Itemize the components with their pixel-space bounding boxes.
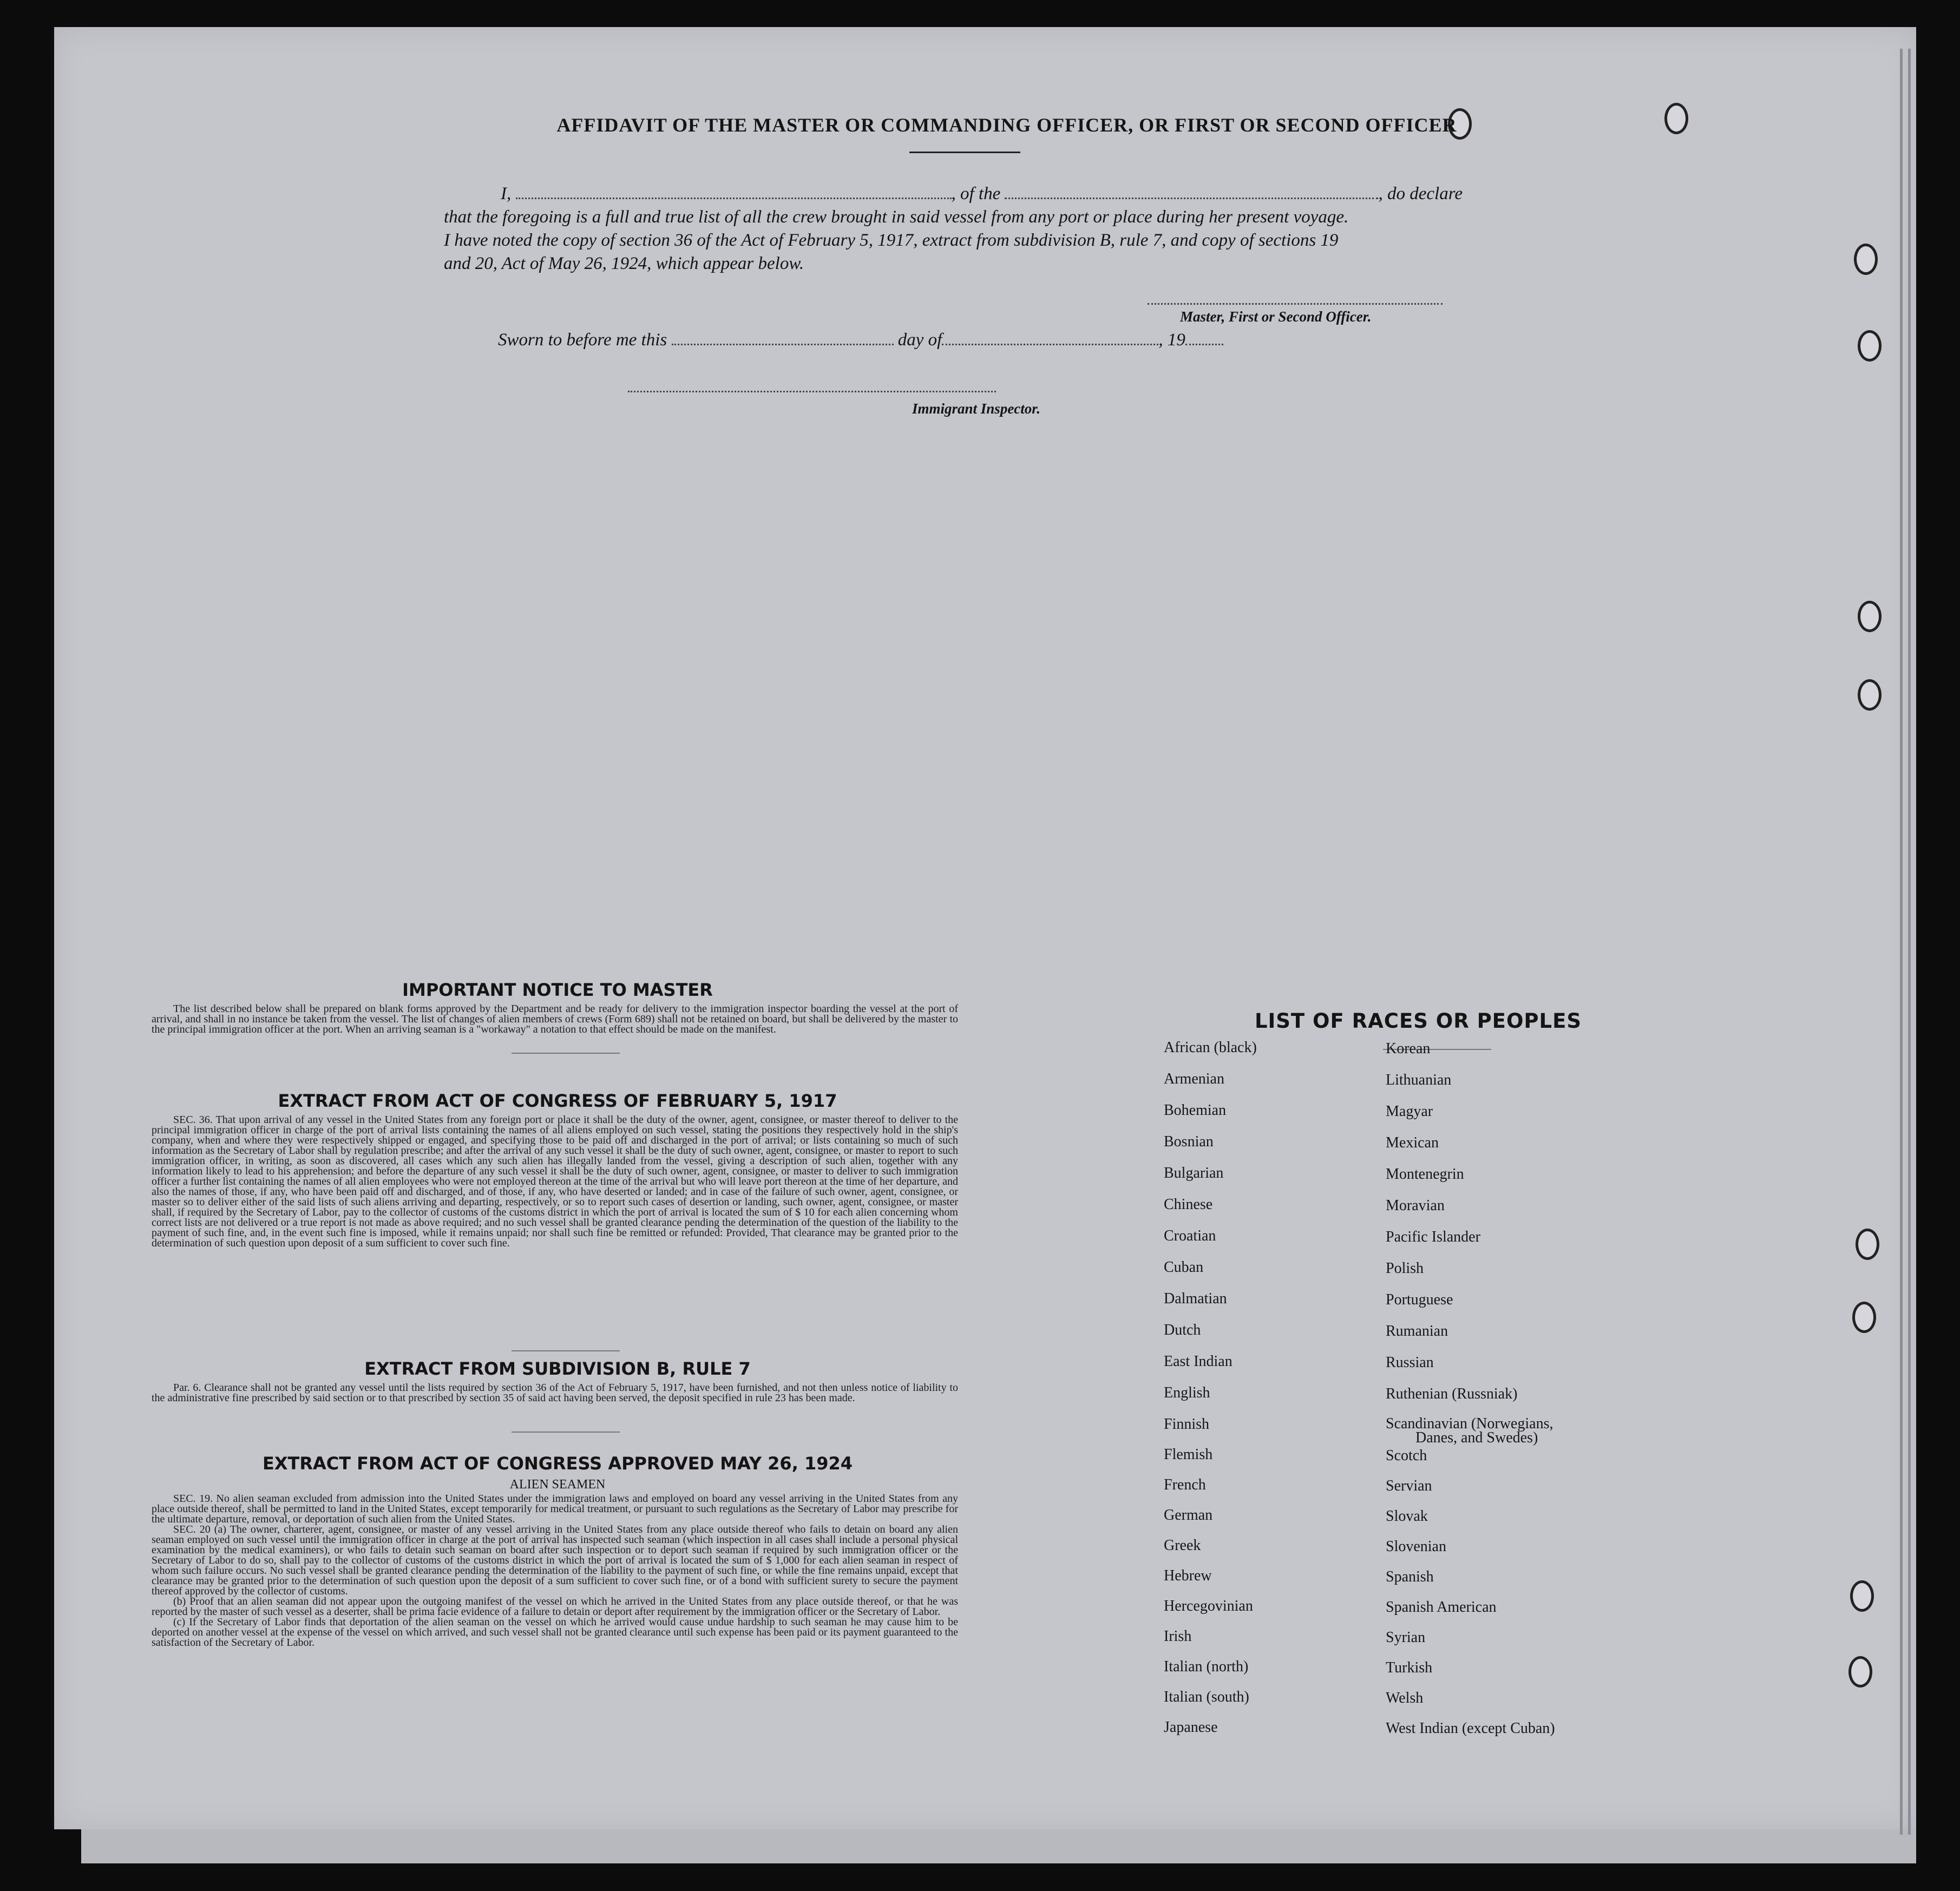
punch-hole <box>1664 103 1688 134</box>
text-of-the: , of the <box>951 184 1001 203</box>
race-item: Croatian <box>1164 1227 1216 1244</box>
punch-hole <box>1858 679 1882 711</box>
text-day-of: day of <box>897 330 942 350</box>
race-item: Korean <box>1386 1040 1431 1057</box>
month-blank <box>942 331 1158 345</box>
race-item: Montenegrin <box>1386 1166 1464 1183</box>
notice-text <box>152 1004 958 1035</box>
race-item: Moravian <box>1386 1197 1445 1214</box>
races-title: LIST OF RACES OR PEOPLES <box>1254 1009 1582 1033</box>
race-item: Syrian <box>1386 1629 1426 1646</box>
race-item: Scotch <box>1386 1447 1427 1464</box>
race-item-scandinavian <box>1386 1417 1613 1445</box>
signature-label: Master, First or Second Officer. <box>1180 308 1372 325</box>
race-item: East Indian <box>1164 1353 1233 1370</box>
punch-hole <box>1858 330 1882 362</box>
race-item: English <box>1164 1384 1210 1401</box>
race-item: Dutch <box>1164 1322 1201 1338</box>
inspector-blank <box>628 391 996 392</box>
race-item: Armenian <box>1164 1071 1224 1087</box>
page-edge-line <box>1908 49 1911 1835</box>
sec-19-paragraph: SEC. 19. No alien seaman excluded from admission into the United States under the immigration laws and employed on board any vessel arriving in the United States from any place outside thereof, shall be permitted to land in the United States, except temporarily for medical treatment, or pursuant to such regulations as the Secretary of Labor may prescribe for the ultimate departure, removal, or deportation of such alien from the United States. <box>152 1493 958 1525</box>
race-item: West Indian (except Cuban) <box>1386 1720 1555 1737</box>
text-sworn: Sworn to before me this <box>498 330 667 350</box>
race-item: French <box>1164 1476 1206 1493</box>
race-item: Servian <box>1386 1478 1432 1494</box>
rule-7-paragraph: Par. 6. Clearance shall not be granted any vessel until the lists required by section 36 of the Act of February 5, 1917, have been furnished, and not then unless notice of liability to the administrative fine prescribed by said section or to that prescribed by section 35 of said act having been served, the deposit specified in rule 23 has been made. <box>152 1382 958 1404</box>
race-item: Welsh <box>1386 1690 1424 1706</box>
race-item: Rumanian <box>1386 1323 1448 1340</box>
race-item: Lithuanian <box>1386 1072 1452 1088</box>
race-item: Hebrew <box>1164 1567 1212 1584</box>
affidavit-line-3: I have noted the copy of section 36 of the Act of February 5, 1917, extract from subdivision B, rule 7, and copy of sections 19 <box>444 231 1339 250</box>
punch-hole <box>1854 244 1878 275</box>
race-item: Magyar <box>1386 1103 1433 1120</box>
race-item: Bohemian <box>1164 1102 1227 1119</box>
alien-seamen-subheading: ALIEN SEAMEN <box>509 1478 606 1492</box>
sec-36-paragraph: SEC. 36. That upon arrival of any vessel in the United States from any foreign port or place it shall be the duty of the owner, agent, consignee, or master thereof to deliver to the principal immigration officer in charge of the port of arrival lists containing the names of all aliens employed on such vessel, stating the positions they respectively hold in the ship's company, when and where they were respectively shipped or engaged, and specifying those to be paid off and discharged in the port of arrival; or lists containing so much of such information as the Secretary of Labor shall by regulation prescribe; and after the arrival of any such vessel it shall be the duty of such owner, agent, consignee, or master to report to such immigration officer, in writing, as soon as discovered, all cases which any such alien has illegally landed from the vessel, giving a description of such alien, together with any information likely to lead to his apprehension; and before the departure of any such vessel it shall be the duty of such owner, agent, consignee, or master to deliver to such immigration officer a further list containing the names of all alien employees who were not employed thereon at the time of the arrival but who will leave port thereon at the time of her departure, and also the names of those, if any, who have been paid off and discharged, and of those, if any, who have deserted or landed; and in case of the failure of such owner, agent, consignee, or master so to deliver either of the said lists of such aliens arriving and departing, respectively, or so to report such cases of desertion or landing, such owner, agent, consignee, or master shall, if required by the Secretary of Labor, pay to the collector of customs of the customs district in which the port of arrival is located the sum of $ 10 for each alien concerning whom correct lists are not delivered or a true report is not made as above required; and no such vessel shall be granted clearance pending the determination of the question of the liability to the payment of such fine, and, in the event such fine is imposed, while it remains unpaid; nor shall such fine be remitted or refunded: Provided, That clearance may be granted prior to the determination of such question upon deposit of a sum sufficient to cover such fine. <box>152 1114 958 1249</box>
affidavit-line-2: that the foregoing is a full and true list of all the crew brought in said vessel from any port or place during her present voyage. <box>444 207 1349 227</box>
race-item-line: Danes, and Swedes) <box>1415 1429 1538 1446</box>
separator <box>512 1350 620 1351</box>
punch-hole <box>1852 1302 1876 1333</box>
affidavit-line-4: and 20, Act of May 26, 1924, which appear below. <box>444 254 804 273</box>
race-item: Mexican <box>1386 1134 1439 1151</box>
separator <box>512 1053 620 1054</box>
text-i: I, <box>501 184 512 203</box>
day-blank <box>672 331 894 345</box>
text-year: , 19 <box>1158 330 1185 350</box>
race-item: Bulgarian <box>1164 1165 1224 1181</box>
race-item: Dalmatian <box>1164 1290 1227 1307</box>
race-item: Japanese <box>1164 1719 1218 1736</box>
race-item-line: Scandinavian (Norwegians, <box>1386 1415 1553 1432</box>
sec-20c-paragraph: (c) If the Secretary of Labor finds that deportation of the alien seaman on the vessel on which he arrived would cause undue hardship to such seaman he may cause him to be deported on another vessel at the expense of the vessel on which arrived, and such vessel shall not be granted clearance until such expense has been paid or its payment guaranteed to the satisfaction of the Secretary of Labor. <box>152 1616 958 1649</box>
race-item: Italian (south) <box>1164 1689 1249 1705</box>
title-underline <box>909 152 1020 153</box>
race-item: Italian (north) <box>1164 1658 1249 1675</box>
race-item: Spanish American <box>1386 1599 1497 1616</box>
rule-7-text <box>152 1383 958 1403</box>
extract-1924-text <box>152 1494 958 1648</box>
race-item: Turkish <box>1386 1659 1433 1676</box>
name-blank <box>516 185 952 199</box>
race-item: Irish <box>1164 1628 1192 1645</box>
race-item: Slovenian <box>1386 1538 1446 1555</box>
race-item: African (black) <box>1164 1039 1257 1056</box>
text-do-declare: , do declare <box>1378 184 1463 203</box>
race-item: Polish <box>1386 1260 1424 1277</box>
punch-hole <box>1856 1229 1879 1260</box>
page-edge-line <box>1900 49 1903 1835</box>
affidavit-line-1 <box>501 184 1463 204</box>
sec-20b-paragraph: (b) Proof that an alien seaman did not appear upon the outgoing manifest of the vessel on which he arrived in the United States from any place outside thereof, or that he was reported by the master of such vessel as a deserter, shall be prima facie evidence of a failure to detain or deport after requirement by the immigration officer or the Secretary of Labor. <box>152 1595 958 1618</box>
race-item: Cuban <box>1164 1259 1204 1276</box>
punch-hole <box>1858 601 1882 632</box>
signature-blank <box>1148 303 1443 305</box>
affidavit-title: AFFIDAVIT OF THE MASTER OR COMMANDING OFFICER, OR FIRST OR SECOND OFFICER <box>556 114 1457 136</box>
race-item: Ruthenian (Russniak) <box>1386 1386 1518 1402</box>
race-item: Flemish <box>1164 1446 1213 1463</box>
document-page <box>54 27 1916 1829</box>
race-item: Pacific Islander <box>1386 1229 1480 1245</box>
extract-1917-heading: EXTRACT FROM ACT OF CONGRESS OF FEBRUARY 5, 1917 <box>278 1091 837 1111</box>
race-item: Finnish <box>1164 1416 1210 1433</box>
sworn-line <box>498 330 1223 350</box>
race-item: Russian <box>1386 1354 1434 1371</box>
notice-heading: IMPORTANT NOTICE TO MASTER <box>402 980 713 1000</box>
race-item: Chinese <box>1164 1196 1213 1213</box>
race-item: Slovak <box>1386 1508 1428 1525</box>
separator <box>512 1432 620 1433</box>
rule-7-heading: EXTRACT FROM SUBDIVISION B, RULE 7 <box>364 1358 751 1379</box>
inspector-label: Immigrant Inspector. <box>912 400 1041 417</box>
vessel-blank <box>1005 185 1378 199</box>
extract-1917-text <box>152 1115 958 1249</box>
race-item: Portuguese <box>1386 1291 1453 1308</box>
sec-20a-paragraph: SEC. 20 (a) The owner, charterer, agent, consignee, or master of any vessel arriving in the United States from any place outside thereof who fails to detain on board any alien seaman employed on such vessel until the immigration officer in charge at the port of arrival has inspected such seaman (which inspection in all cases shall include a personal physical examination by the medical examiners), or who fails to detain such seaman on board after such inspection or to deport such seaman if required by such immigration officer or the Secretary of Labor to do so, shall pay to the collector of customs of the customs district in which the port of arrival is located the sum of $ 1,000 for each alien seaman in respect of whom such failure occurs. No such vessel shall be granted clearance pending the determination of the liability to the payment of such fine, or while the fine remains unpaid, except that clearance may be granted prior to the determination of such question upon the deposit of a sum sufficient to cover such fine, or of a bond with sufficient surety to secure the payment thereof approved by the collector of customs. <box>152 1524 958 1597</box>
race-item: Greek <box>1164 1537 1201 1554</box>
punch-hole <box>1848 1656 1872 1688</box>
race-item: Bosnian <box>1164 1133 1214 1150</box>
race-item: German <box>1164 1507 1213 1524</box>
race-item: Hercegovinian <box>1164 1598 1253 1614</box>
race-item: Spanish <box>1386 1568 1434 1585</box>
notice-paragraph: The list described below shall be prepared on blank forms approved by the Department and be ready for delivery to the immigration inspector boarding the vessel at the port of arrival, and shall in no instance be taken from the vessel. The list of changes of alien members of crews (Form 689) shall not be retained on board, but shall be delivered by the master to the principal immigration officer at the port. When an arriving seaman is a "workaway" a notation to that effect should be made on the manifest. <box>152 1003 958 1035</box>
extract-1924-heading: EXTRACT FROM ACT OF CONGRESS APPROVED MAY 26, 1924 <box>262 1453 853 1474</box>
punch-hole <box>1850 1580 1874 1612</box>
year-blank <box>1185 331 1223 345</box>
